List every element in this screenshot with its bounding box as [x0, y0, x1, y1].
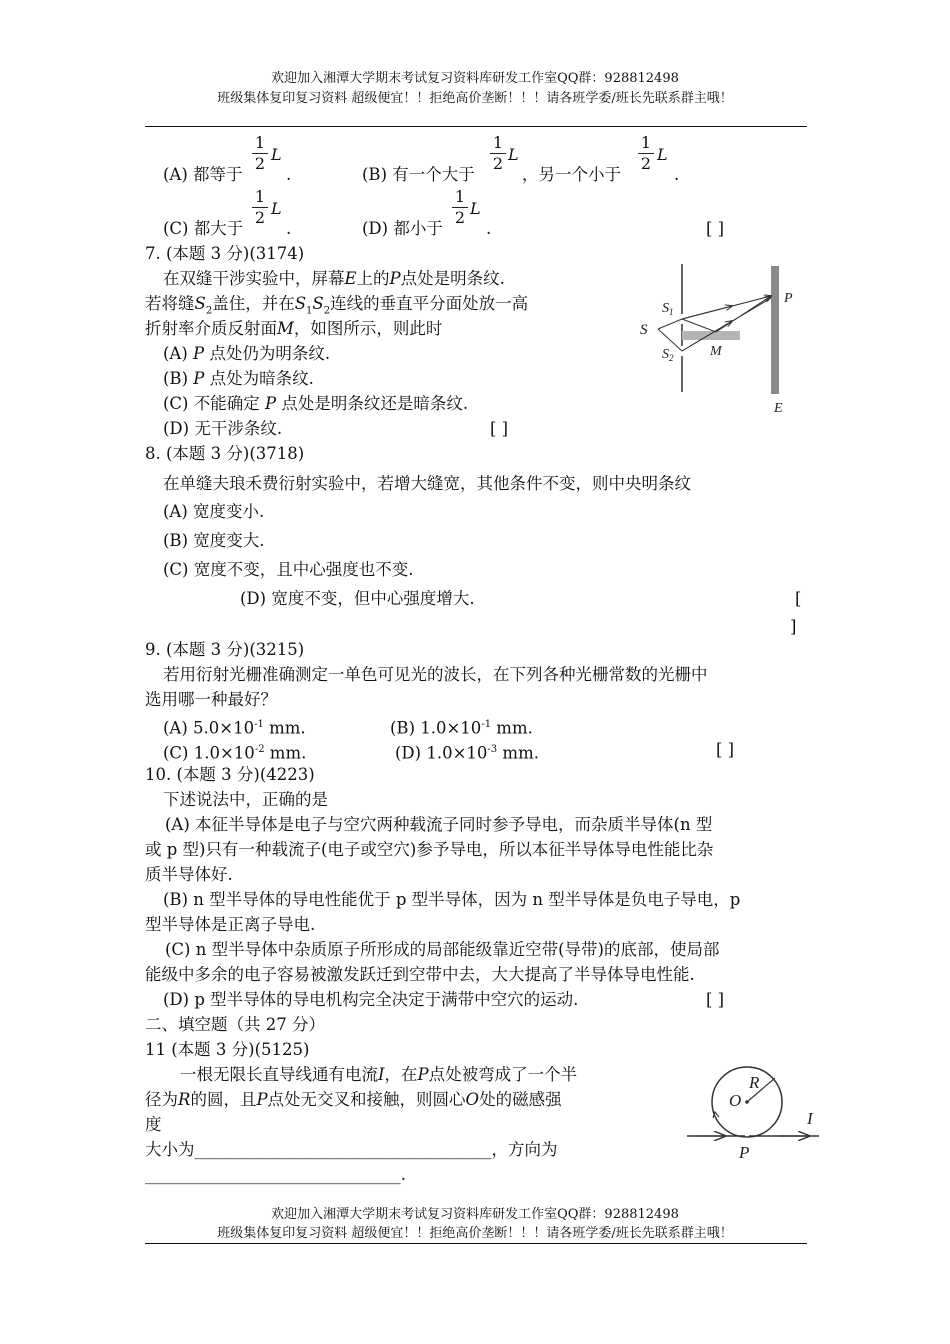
q11-stem-line-3: 度: [145, 1115, 162, 1134]
q6-option-d: (D) 都小于: [362, 219, 443, 238]
footer-rule: [145, 1243, 807, 1244]
q10-option-c-line-1: (C) n 型半导体中杂质原子所形成的局部能级靠近空带(导带)的底部，使局部: [165, 940, 720, 959]
center-dot: [745, 1100, 749, 1104]
answer-bracket[interactable]: [ ]: [706, 219, 725, 238]
q10-option-a-line-3: 质半导体好.: [145, 865, 233, 884]
q7-stem-line-1: 在双缝干涉实验中，屏幕E上的P点处是明条纹.: [163, 269, 505, 288]
label-R: R: [749, 1073, 760, 1092]
direction-blank[interactable]: _______________________________.: [145, 1165, 406, 1184]
q8-option-b: (B) 宽度变大.: [163, 531, 265, 550]
answer-bracket[interactable]: [ ]: [706, 990, 725, 1009]
q7-option-c: (C) 不能确定 P 点处是明条纹还是暗条纹.: [163, 394, 469, 413]
q9-stem-line-2: 选用哪一种最好？: [145, 690, 277, 709]
label-O: O: [729, 1091, 742, 1110]
q11-stem-line-1: 一根无限长直导线通有电流I，在P点处被弯成了一个半: [180, 1065, 578, 1084]
q9-stem-line-1: 若用衍射光栅准确测定一单色可见光的波长，在下列各种光栅常数的光栅中: [163, 665, 708, 684]
q9-option-d: (D) $1.0\times 10^{-3}$ mm.: [395, 743, 539, 763]
label-S: S: [640, 322, 648, 338]
label-I: I: [807, 1109, 813, 1128]
q10-option-a-line-2: 或 p 型)只有一种载流子(电子或空穴)参予导电，所以本征半导体导电性能比杂: [145, 840, 714, 859]
answer-bracket[interactable]: [ ]: [490, 419, 509, 438]
screen-E: [771, 266, 779, 394]
q6-option-a: (A) 都等于: [163, 165, 243, 184]
q10-option-d: (D) p 型半导体的导电机构完全决定于满带中空穴的运动.: [163, 990, 579, 1009]
q6-option-c: (C) 都大于: [163, 219, 244, 238]
ray-s1-m: [682, 319, 716, 332]
header-line-1: 欢迎加入湘潭大学期末考试复习资料库研发工作室QQ群：928812498: [271, 71, 679, 86]
q9-option-c: (C) $1.0\times 10^{-2}$ mm.: [163, 743, 307, 763]
q6-option-b-mid: ，另一个小于: [522, 165, 621, 184]
q9-title: 9. (本题 3 分)(3215): [145, 640, 305, 659]
var-L: L: [271, 145, 282, 164]
var-L: L: [271, 199, 282, 218]
q11-title: 11 (本题 3 分)(5125): [145, 1040, 310, 1059]
arrow-s1: [682, 306, 732, 319]
label-P: P: [739, 1143, 750, 1162]
q10-stem: 下述说法中，正确的是: [163, 790, 328, 809]
period: .: [286, 219, 292, 238]
answer-bracket-open[interactable]: [: [795, 589, 802, 608]
fraction-half: 1 2: [252, 188, 268, 227]
header-line-2: 班级集体复印复习资料 超级便宜！！拒绝高价垄断！！！请各班学委/班长先联系群主哦！: [217, 91, 733, 106]
label-S2: $S_2$: [662, 347, 674, 363]
fraction-half: 1 2: [490, 134, 506, 173]
magnitude-blank[interactable]: ____________________________________: [194, 1140, 492, 1159]
double-slit-diagram: [636, 262, 812, 420]
fraction-half: 1 2: [638, 134, 654, 173]
q9-option-a: (A) $5.0\times 10^{-1}$ mm.: [163, 718, 306, 738]
q11-answer-line: 大小为____________________________________，方向为: [145, 1140, 558, 1159]
label-E: E: [774, 401, 783, 416]
label-P: P: [784, 291, 793, 306]
ray-s-s1: [658, 319, 682, 329]
q8-stem: 在单缝夫琅禾费衍射实验中，若增大缝宽，其他条件不变，则中央明条纹: [163, 474, 691, 493]
footer-line-2: 班级集体复印复习资料 超级便宜！！拒绝高价垄断！！！请各班学委/班长先联系群主哦！: [217, 1226, 733, 1241]
q8-title: 8. (本题 3 分)(3718): [145, 444, 305, 463]
answer-bracket-close[interactable]: ]: [790, 617, 797, 636]
period: .: [486, 219, 492, 238]
var-L: L: [470, 199, 481, 218]
q10-option-b-line-2: 型半导体是正离子导电.: [145, 915, 316, 934]
mirror-M: [682, 331, 740, 340]
q7-title: 7. (本题 3 分)(3174): [145, 244, 305, 263]
period: .: [674, 165, 680, 184]
q10-option-b-line-1: (B) n 型半导体的导电性能优于 p 型半导体，因为 n 型半导体是负电子导电，p: [163, 890, 741, 909]
q10-title: 10. (本题 3 分)(4223): [145, 765, 315, 784]
q11-stem-line-2: 径为R的圆，且P点处无交叉和接触，则圆心O处的磁感强: [145, 1090, 562, 1109]
q8-option-a: (A) 宽度变小.: [163, 502, 265, 521]
fraction-half: 1 2: [252, 134, 268, 173]
period: .: [286, 165, 292, 184]
answer-bracket[interactable]: [ ]: [716, 740, 735, 759]
q6-option-b: (B) 有一个大于: [362, 165, 475, 184]
footer-line-1: 欢迎加入湘潭大学期末考试复习资料库研发工作室QQ群：928812498: [271, 1207, 679, 1222]
var-L: L: [508, 145, 519, 164]
q7-stem-line-2: 若将缝$S_2$盖住，并在$S_1S_2$连线的垂直平分面处放一高: [145, 294, 529, 317]
q7-option-a: (A) P 点处仍为明条纹.: [163, 344, 331, 363]
q7-option-b: (B) P 点处为暗条纹.: [163, 369, 314, 388]
q9-option-b: (B) $1.0\times 10^{-1}$ mm.: [390, 718, 533, 738]
q10-option-a-line-1: (A) 本征半导体是电子与空穴两种载流子同时参予导电，而杂质半导体(n 型: [165, 815, 713, 834]
q8-option-d: (D) 宽度不变，但中心强度增大.: [240, 589, 475, 608]
label-M: M: [710, 344, 722, 359]
q10-option-c-line-2: 能级中多余的电子容易被激发跃迁到空带中去，大大提高了半导体导电性能.: [145, 965, 695, 984]
q7-stem-line-3: 折射率介质反射面M，如图所示，则此时: [145, 319, 443, 338]
q8-option-c: (C) 宽度不变，且中心强度也不变.: [163, 560, 414, 579]
q7-option-d: (D) 无干涉条纹.: [163, 419, 283, 438]
current-loop-diagram: [683, 1060, 823, 1166]
label-S1: $S_1$: [662, 301, 674, 317]
var-L: L: [657, 145, 668, 164]
header-rule: [145, 126, 807, 127]
section-heading: 二、填空题（共 27 分）: [145, 1015, 325, 1034]
fraction-half: 1 2: [452, 188, 468, 227]
